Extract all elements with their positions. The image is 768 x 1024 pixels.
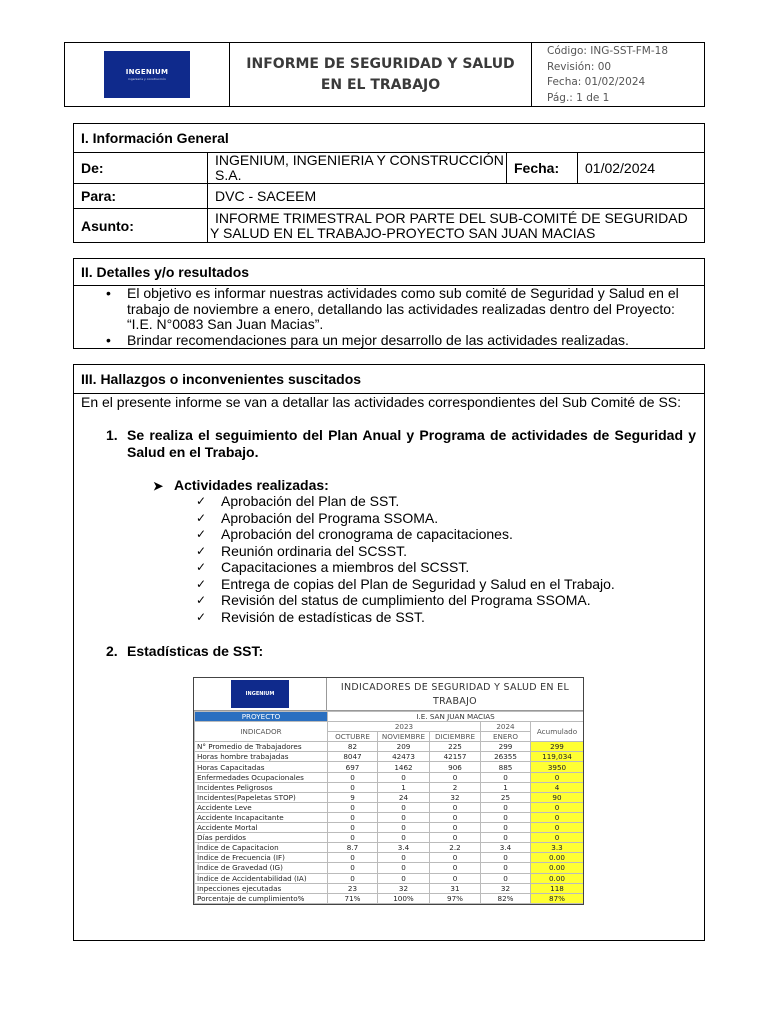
year-header: 2024 [481, 722, 531, 732]
indicator-label: Días perdidos [195, 833, 328, 843]
indicator-label: Incidentes Peligrosos [195, 782, 328, 792]
indicator-value: 9 [328, 792, 378, 802]
accumulated-value: 90 [531, 792, 584, 802]
doc-code: Código: ING-SST-FM-18 [547, 45, 668, 57]
month-header: NOVIEMBRE [378, 732, 430, 742]
table-row [195, 812, 584, 822]
table-row [195, 752, 584, 762]
indicator-label: N° Promedio de Trabajadores [195, 742, 328, 752]
accumulated-value: 118 [531, 883, 584, 893]
table-row [195, 843, 584, 853]
indicator-value: 1 [481, 782, 531, 792]
indicator-value: 885 [481, 762, 531, 772]
company-logo [104, 51, 190, 98]
indicator-label: Incidentes(Papeletas STOP) [195, 792, 328, 802]
project-row [195, 712, 584, 722]
indicator-value: 0 [328, 782, 378, 792]
indicator-value: 26355 [481, 752, 531, 762]
asunto-value: INFORME TRIMESTRAL POR PARTE DEL SUB-COMITÉ DE SEGURIDAD Y SALUD EN EL TRABAJO-PROYECTO SAN JUAN MACIAS [210, 209, 688, 241]
indicator-value: 0 [481, 853, 531, 863]
asunto-label: Asunto: [74, 209, 208, 242]
section-heading: I. Información General [81, 130, 229, 146]
indicator-value: 0 [328, 812, 378, 822]
document-title: INFORME DE SEGURIDAD Y SALUD EN EL TRABAJO [246, 55, 515, 93]
indicator-value: 82 [328, 742, 378, 752]
indicator-value: 0 [481, 802, 531, 812]
stats-table-image [193, 677, 584, 905]
indicator-value: 1462 [378, 762, 430, 772]
indicator-label: Inpecciones ejecutadas [195, 883, 328, 893]
indicator-value: 0 [481, 873, 531, 883]
indicator-value: 25 [481, 792, 531, 802]
year-row [195, 722, 584, 732]
indicator-value: 209 [378, 742, 430, 752]
indicator-value: 1 [378, 782, 430, 792]
item-number: 1. [106, 427, 118, 443]
month-header: DICIEMBRE [430, 732, 481, 742]
accumulated-value: 0 [531, 772, 584, 782]
table-row [195, 873, 584, 883]
activities-list [196, 493, 615, 625]
indicator-label: Accidente Incapacitante [195, 812, 328, 822]
list-item: ✓ Entrega de copias del Plan de Seguridad y Salud en el Trabajo. [196, 576, 615, 593]
indicator-value: 0 [430, 772, 481, 782]
doc-date: Fecha: 01/02/2024 [547, 76, 646, 88]
de-value: INGENIUM, INGENIERIA Y CONSTRUCCIÓN S.A. [215, 152, 504, 183]
indicator-value: 0 [481, 833, 531, 843]
table-row [195, 792, 584, 802]
table-row [195, 863, 584, 873]
table-row [195, 893, 584, 903]
stats-header [194, 678, 583, 711]
indicator-value: 697 [328, 762, 378, 772]
item-text: Se realiza el seguimiento del Plan Anual y Programa de actividades de Seguridad y Salud en el Trabajo. [127, 427, 696, 460]
accumulated-value: 0.00 [531, 863, 584, 873]
project-label: PROYECTO [195, 712, 328, 722]
section-heading-row [74, 124, 704, 153]
de-label: De: [74, 153, 208, 183]
details-list [74, 286, 704, 348]
indicator-label: Horas Capacitadas [195, 762, 328, 772]
list-item: ✓ Reunión ordinaria del SCSST. [196, 543, 615, 560]
table-row [195, 833, 584, 843]
indicator-value: 225 [430, 742, 481, 752]
accum-header: Acumulado [531, 722, 584, 742]
stats-table [194, 711, 584, 904]
section-heading: II. Detalles y/o resultados [74, 259, 704, 286]
document-meta [532, 43, 704, 106]
indicator-value: 2 [430, 782, 481, 792]
indicator-value: 0 [430, 823, 481, 833]
activities-heading-text: Actividades realizadas: [174, 477, 329, 493]
indicator-label: Horas hombre trabajadas [195, 752, 328, 762]
accumulated-value: 0.00 [531, 853, 584, 863]
row-de [74, 153, 704, 184]
indicator-value: 82% [481, 893, 531, 903]
item-number: 2. [106, 643, 118, 659]
title-cell [230, 43, 532, 106]
indicator-value: 0 [328, 802, 378, 812]
table-row [195, 823, 584, 833]
indicator-value: 0 [481, 863, 531, 873]
indicator-value: 97% [430, 893, 481, 903]
list-item: ✓ Capacitaciones a miembros del SCSST. [196, 559, 615, 576]
stats-title: INDICADORES DE SEGURIDAD Y SALUD EN EL TRABAJO [340, 682, 570, 707]
stats-logo: INGENIUM [231, 680, 289, 708]
indicator-label: Accidente Mortal [195, 823, 328, 833]
doc-revision: Revisión: 00 [547, 60, 612, 73]
fecha-label: Fecha: [506, 153, 578, 183]
indicator-value: 0 [328, 873, 378, 883]
accumulated-value: 3950 [531, 762, 584, 772]
table-row [195, 782, 584, 792]
list-item: ✓ Revisión de estadísticas de SST. [196, 609, 615, 626]
indicator-value: 0 [328, 833, 378, 843]
indicator-value: 8047 [328, 752, 378, 762]
indicator-value: 0 [328, 772, 378, 782]
section-findings [73, 364, 705, 941]
project-value: I.E. SAN JUAN MACIAS [328, 712, 584, 722]
list-item: • El objetivo es informar nuestras actividades como sub comité de Seguridad y Salud en el trabajo de noviembre a enero, detallando las actividades realizadas dentro del Proyecto: “I.E. N°0083 San Juan Macias”. [106, 286, 696, 333]
indicator-value: 3.4 [378, 843, 430, 853]
document-header [64, 42, 705, 107]
table-row [195, 802, 584, 812]
indicator-value: 0 [378, 833, 430, 843]
list-item: ✓ Aprobación del Programa SSOMA. [196, 510, 615, 527]
indicator-value: 32 [378, 883, 430, 893]
indicator-value: 0 [378, 823, 430, 833]
month-header: OCTUBRE [328, 732, 378, 742]
indicator-value: 100% [378, 893, 430, 903]
logo-subtext: ingeniería y construcción [128, 77, 166, 81]
indicator-value: 23 [328, 883, 378, 893]
indicator-label: Accidente Leve [195, 802, 328, 812]
section-heading: III. Hallazgos o inconvenientes suscitados [74, 365, 704, 394]
indicator-value: 42473 [378, 752, 430, 762]
table-row [195, 742, 584, 752]
list-item: ✓ Revisión del status de cumplimiento del Programa SSOMA. [196, 592, 615, 609]
activities-heading [153, 477, 329, 493]
accumulated-value: 4 [531, 782, 584, 792]
section-intro: En el presente informe se van a detallar las actividades correspondientes del Sub Comité de SS: [81, 394, 682, 410]
indicator-value: 32 [481, 883, 531, 893]
table-row [195, 762, 584, 772]
item-text: Estadísticas de SST: [127, 643, 264, 659]
indicator-label: Índice de Accidentabilidad (IA) [195, 873, 328, 883]
indicator-value: 0 [430, 812, 481, 822]
indicator-value: 0 [378, 853, 430, 863]
indicator-value: 0 [430, 853, 481, 863]
indicator-value: 32 [430, 792, 481, 802]
accumulated-value: 87% [531, 893, 584, 903]
arrow-bullet-icon: ➤ [153, 479, 164, 493]
accumulated-value: 3.3 [531, 843, 584, 853]
indicator-value: 8.7 [328, 843, 378, 853]
indicator-value: 71% [328, 893, 378, 903]
indicator-value: 0 [481, 772, 531, 782]
year-header: 2023 [328, 722, 481, 732]
indicator-value: 0 [481, 823, 531, 833]
indicator-label: Índice de Frecuencia (IF) [195, 853, 328, 863]
indicator-value: 0 [378, 802, 430, 812]
indicator-label: Índice de Capacitacion [195, 843, 328, 853]
list-item: ✓ Aprobación del Plan de SST. [196, 493, 615, 510]
indicator-value: 0 [481, 812, 531, 822]
table-row [195, 772, 584, 782]
month-header: ENERO [481, 732, 531, 742]
table-row [195, 853, 584, 863]
indicator-value: 0 [378, 873, 430, 883]
indicator-value: 0 [328, 853, 378, 863]
indicator-value: 31 [430, 883, 481, 893]
logo-cell [65, 43, 230, 106]
accumulated-value: 119,034 [531, 752, 584, 762]
indicator-value: 0 [430, 873, 481, 883]
row-asunto [74, 209, 704, 242]
doc-page: Pág.: 1 de 1 [547, 91, 610, 104]
list-item: • Brindar recomendaciones para un mejor desarrollo de las actividades realizadas. [106, 333, 696, 349]
indicator-value: 0 [430, 833, 481, 843]
section-general-info [73, 123, 705, 243]
indicator-header: INDICADOR [195, 722, 328, 742]
accumulated-value: 299 [531, 742, 584, 752]
indicator-value: 0 [378, 812, 430, 822]
indicator-value: 42157 [430, 752, 481, 762]
fecha-value: 01/02/2024 [585, 160, 656, 176]
indicator-value: 0 [430, 802, 481, 812]
indicator-value: 24 [378, 792, 430, 802]
para-label: Para: [74, 184, 208, 208]
list-item: ✓ Aprobación del cronograma de capacitaciones. [196, 526, 615, 543]
indicator-value: 0 [328, 863, 378, 873]
section-details [73, 258, 705, 349]
accumulated-value: 0 [531, 823, 584, 833]
indicator-value: 2.2 [430, 843, 481, 853]
indicator-value: 0 [328, 823, 378, 833]
indicator-value: 0 [378, 863, 430, 873]
accumulated-value: 0 [531, 812, 584, 822]
logo-text: INGENIUM [125, 68, 169, 76]
accumulated-value: 0.00 [531, 873, 584, 883]
accumulated-value: 0 [531, 802, 584, 812]
indicator-value: 3.4 [481, 843, 531, 853]
stats-logo-cell [194, 678, 327, 710]
indicator-value: 299 [481, 742, 531, 752]
indicator-label: Enfermedades Ocupacionales [195, 772, 328, 782]
row-para [74, 184, 704, 209]
accumulated-value: 0 [531, 833, 584, 843]
indicator-label: Índice de Gravedad (IG) [195, 863, 328, 873]
indicator-label: Porcentaje de cumplimiento% [195, 893, 328, 903]
table-row [195, 883, 584, 893]
indicator-value: 906 [430, 762, 481, 772]
para-value: DVC - SACEEM [215, 187, 317, 204]
indicator-value: 0 [430, 863, 481, 873]
indicator-value: 0 [378, 772, 430, 782]
